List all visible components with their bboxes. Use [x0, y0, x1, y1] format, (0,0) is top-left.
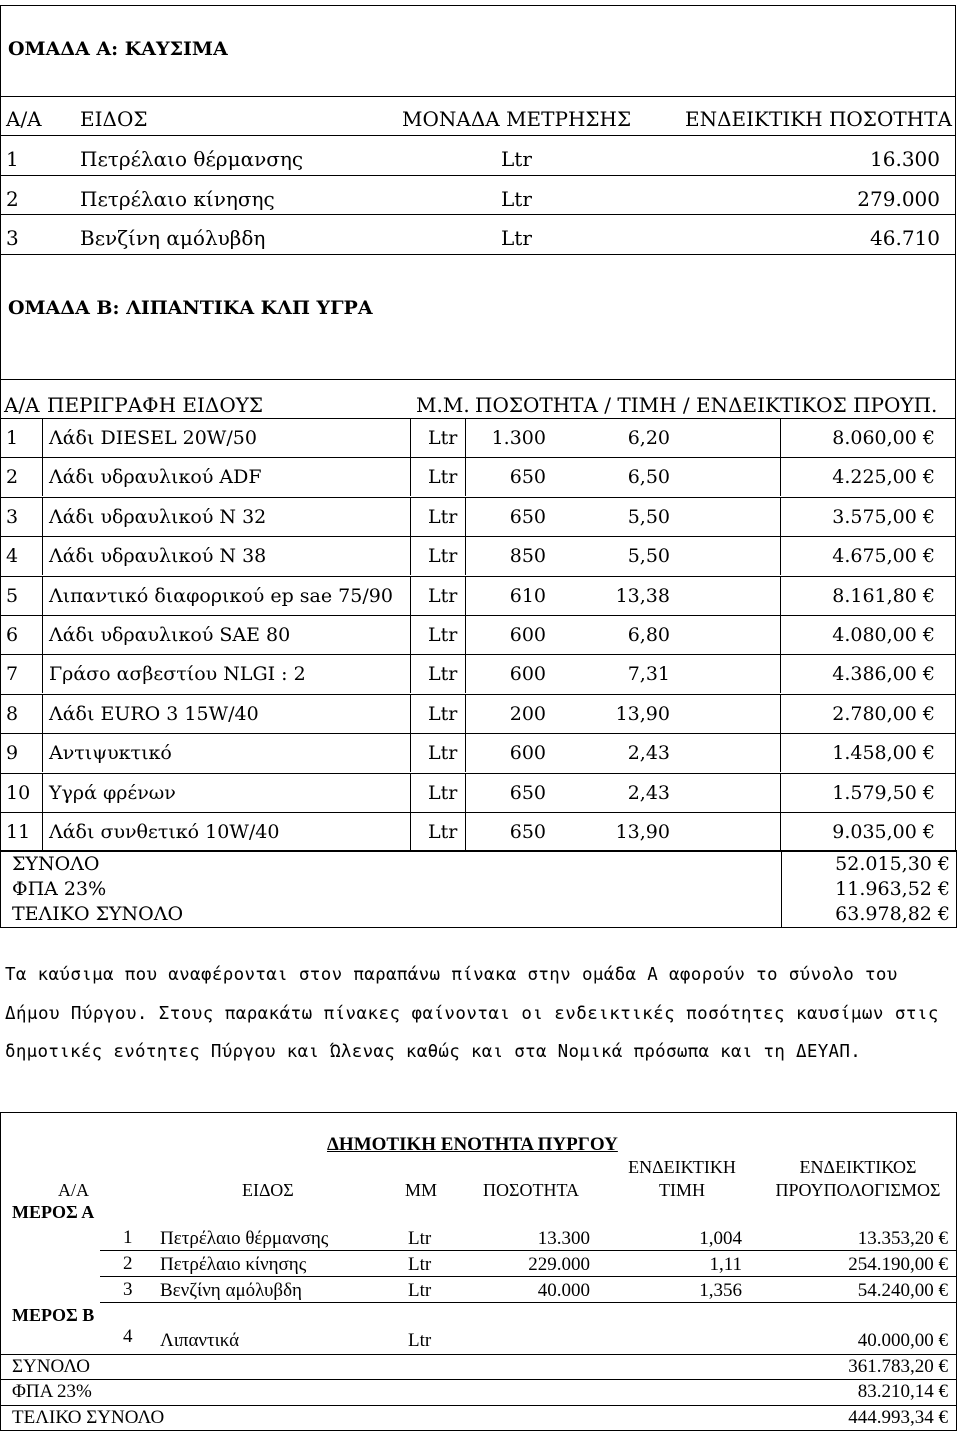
cell-total: 8.060,00 € [832, 427, 935, 449]
pyrgos-header-price-2: ΤΙΜΗ [659, 1180, 705, 1200]
row-divider [0, 694, 955, 695]
pyrgos-header-no: Α/Α [58, 1180, 89, 1200]
row-divider [0, 615, 955, 616]
cell-divider [780, 615, 781, 654]
cell-price: 13,90 [615, 821, 670, 843]
cell-desc: Λιπαντικό διαφορικού ep sae 75/90 [49, 585, 393, 607]
cell-no: 1 [6, 427, 19, 449]
cell-qty: 610 [509, 585, 546, 607]
cell-unit: Ltr [428, 821, 458, 843]
row-divider [0, 654, 955, 655]
cell-divider [780, 497, 781, 536]
group-b-header-unit: Μ.Μ. [416, 393, 470, 417]
group-b-header-rest: ΠΟΣΟΤΗΤΑ / ΤΙΜΗ / ΕΝΔΕΙΚΤΙΚΟΣ ΠΡΟΥΠ. [475, 393, 938, 417]
cell-price: 6,80 [627, 624, 670, 646]
cell-divider [410, 497, 411, 536]
cell-qty: 1.300 [491, 427, 546, 449]
cell-price: 2,43 [627, 742, 670, 764]
cell-divider [42, 536, 43, 575]
cell-unit: Ltr [428, 624, 458, 646]
cell-divider [465, 418, 466, 457]
pyrgos-header-qty: ΠΟΣΟΤΗΤΑ [483, 1180, 580, 1200]
cell-desc: Γράσο ασβεστίου NLGI : 2 [49, 663, 306, 685]
cell-unit: Ltr [428, 782, 458, 804]
cell-divider [780, 457, 781, 496]
cell-desc: Λάδι EURO 3 15W/40 [49, 703, 259, 725]
cell-divider [42, 733, 43, 772]
group-a-header-item: ΕΙΔΟΣ [80, 107, 148, 131]
part-a-label: ΜΕΡΟΣ Α [12, 1202, 95, 1222]
cell-unit: Ltr [428, 663, 458, 685]
row-divider [0, 497, 955, 498]
cell-price: 5,50 [627, 545, 670, 567]
pyrgos-title: ΔΗΜΟΤΙΚΗ ΕΝΟΤΗΤΑ ΠΥΡΓΟΥ [327, 1134, 618, 1155]
cell-desc: Υγρά φρένων [49, 782, 176, 804]
cell-desc: Λάδι υδραυλικού SAE 80 [49, 624, 291, 646]
part-b-label: ΜΕΡΟΣ Β [12, 1305, 95, 1325]
cell-price: 5,50 [627, 506, 670, 528]
pyrgos-header-mm: ΜΜ [405, 1180, 438, 1200]
cell-divider [465, 773, 466, 812]
group-b-title: ΟΜΑΔΑ Β: ΛΙΠΑΝΤΙΚΑ ΚΛΠ ΥΓΡΑ [8, 297, 373, 319]
cell-divider [465, 576, 466, 615]
cell-qty: 600 [509, 663, 546, 685]
cell-desc: Λάδι υδραυλικού Ν 32 [49, 506, 267, 528]
cell-divider [780, 418, 781, 457]
cell-total: 8.161,80 € [832, 585, 935, 607]
cell-divider [465, 615, 466, 654]
cell-divider [780, 536, 781, 575]
cell-no: 6 [6, 624, 19, 646]
row-divider [0, 733, 955, 734]
cell-divider [465, 497, 466, 536]
cell-total: 1.579,50 € [832, 782, 935, 804]
pyrgos-header-budget-1: ΕΝΔΕΙΚΤΙΚΟΣ [799, 1157, 917, 1177]
cell-desc: Αντιψυκτικό [49, 742, 172, 764]
cell-divider [465, 654, 466, 693]
cell-qty: 650 [509, 466, 546, 488]
cell-divider [42, 694, 43, 733]
cell-divider [780, 733, 781, 772]
cell-divider [780, 812, 781, 851]
cell-no: 11 [6, 821, 31, 843]
cell-qty: 200 [509, 703, 546, 725]
cell-divider [42, 615, 43, 654]
cell-price: 6,20 [627, 427, 670, 449]
cell-divider [780, 576, 781, 615]
cell-desc: Λάδι DIESEL 20W/50 [49, 427, 257, 449]
cell-divider [465, 536, 466, 575]
cell-no: 7 [6, 663, 19, 685]
cell-desc: Λάδι υδραυλικού Ν 38 [49, 545, 267, 567]
cell-total: 4.675,00 € [832, 545, 935, 567]
cell-divider [410, 812, 411, 851]
cell-divider [410, 576, 411, 615]
cell-qty: 650 [509, 506, 546, 528]
group-b-header-no: Α/Α [4, 393, 40, 417]
group-a-header-unit: ΜΟΝΑΔΑ ΜΕΤΡΗΣΗΣ [402, 107, 632, 131]
cell-qty: 600 [509, 742, 546, 764]
cell-divider [465, 733, 466, 772]
group-a-title: ΟΜΑΔΑ Α: ΚΑΥΣΙΜΑ [8, 38, 228, 60]
cell-qty: 850 [509, 545, 546, 567]
cell-unit: Ltr [428, 585, 458, 607]
cell-unit: Ltr [428, 742, 458, 764]
row-divider [0, 536, 955, 537]
cell-no: 4 [6, 545, 19, 567]
cell-no: 10 [6, 782, 31, 804]
row-divider [0, 457, 955, 458]
cell-unit: Ltr [428, 506, 458, 528]
cell-price: 13,38 [615, 585, 670, 607]
cell-no: 3 [6, 506, 19, 528]
cell-divider [410, 654, 411, 693]
row-divider [0, 773, 955, 774]
cell-unit: Ltr [428, 545, 458, 567]
cell-total: 1.458,00 € [832, 742, 935, 764]
group-a-header-qty: ΕΝΔΕΙΚΤΙΚΗ ΠΟΣΟΤΗΤΑ [685, 107, 952, 131]
cell-price: 2,43 [627, 782, 670, 804]
cell-divider [410, 615, 411, 654]
cell-qty: 600 [509, 624, 546, 646]
cell-total: 4.225,00 € [832, 466, 935, 488]
cell-divider [780, 654, 781, 693]
cell-total: 3.575,00 € [832, 506, 935, 528]
cell-no: 5 [6, 585, 19, 607]
cell-divider [410, 694, 411, 733]
cell-desc: Λάδι υδραυλικού ADF [49, 466, 262, 488]
cell-divider [42, 576, 43, 615]
cell-total: 2.780,00 € [832, 703, 935, 725]
cell-unit: Ltr [428, 466, 458, 488]
cell-no: 8 [6, 703, 19, 725]
cell-no: 2 [6, 466, 19, 488]
cell-desc: Λάδι συνθετικό 10W/40 [49, 821, 280, 843]
cell-price: 13,90 [615, 703, 670, 725]
cell-divider [410, 773, 411, 812]
cell-total: 4.386,00 € [832, 663, 935, 685]
cell-price: 7,31 [627, 663, 670, 685]
pyrgos-header-item: ΕΙΔΟΣ [242, 1180, 294, 1200]
cell-qty: 650 [509, 782, 546, 804]
cell-price: 6,50 [627, 466, 670, 488]
cell-divider [42, 812, 43, 851]
cell-divider [780, 694, 781, 733]
cell-divider [42, 418, 43, 457]
row-divider [0, 418, 955, 419]
cell-divider [465, 457, 466, 496]
cell-divider [42, 457, 43, 496]
cell-divider [465, 694, 466, 733]
cell-divider [410, 733, 411, 772]
cell-unit: Ltr [428, 703, 458, 725]
cell-divider [42, 654, 43, 693]
cell-divider [410, 418, 411, 457]
cell-divider [410, 457, 411, 496]
cell-divider [780, 773, 781, 812]
cell-unit: Ltr [428, 427, 458, 449]
row-divider [0, 576, 955, 577]
cell-divider [465, 812, 466, 851]
cell-qty: 650 [509, 821, 546, 843]
group-b-header-desc: ΠΕΡΙΓΡΑΦΗ ΕΙΔΟΥΣ [47, 393, 264, 417]
pyrgos-header-price-1: ΕΝΔΕΙΚΤΙΚΗ [628, 1157, 736, 1177]
cell-total: 4.080,00 € [832, 624, 935, 646]
cell-total: 9.035,00 € [832, 821, 935, 843]
cell-divider [42, 497, 43, 536]
pyrgos-header-budget-2: ΠΡΟΥΠΟΛΟΓΙΣΜΟΣ [775, 1180, 941, 1200]
row-divider [0, 812, 955, 813]
group-a-header-no: Α/Α [6, 107, 42, 131]
cell-no: 9 [6, 742, 19, 764]
cell-divider [42, 773, 43, 812]
cell-divider [410, 536, 411, 575]
